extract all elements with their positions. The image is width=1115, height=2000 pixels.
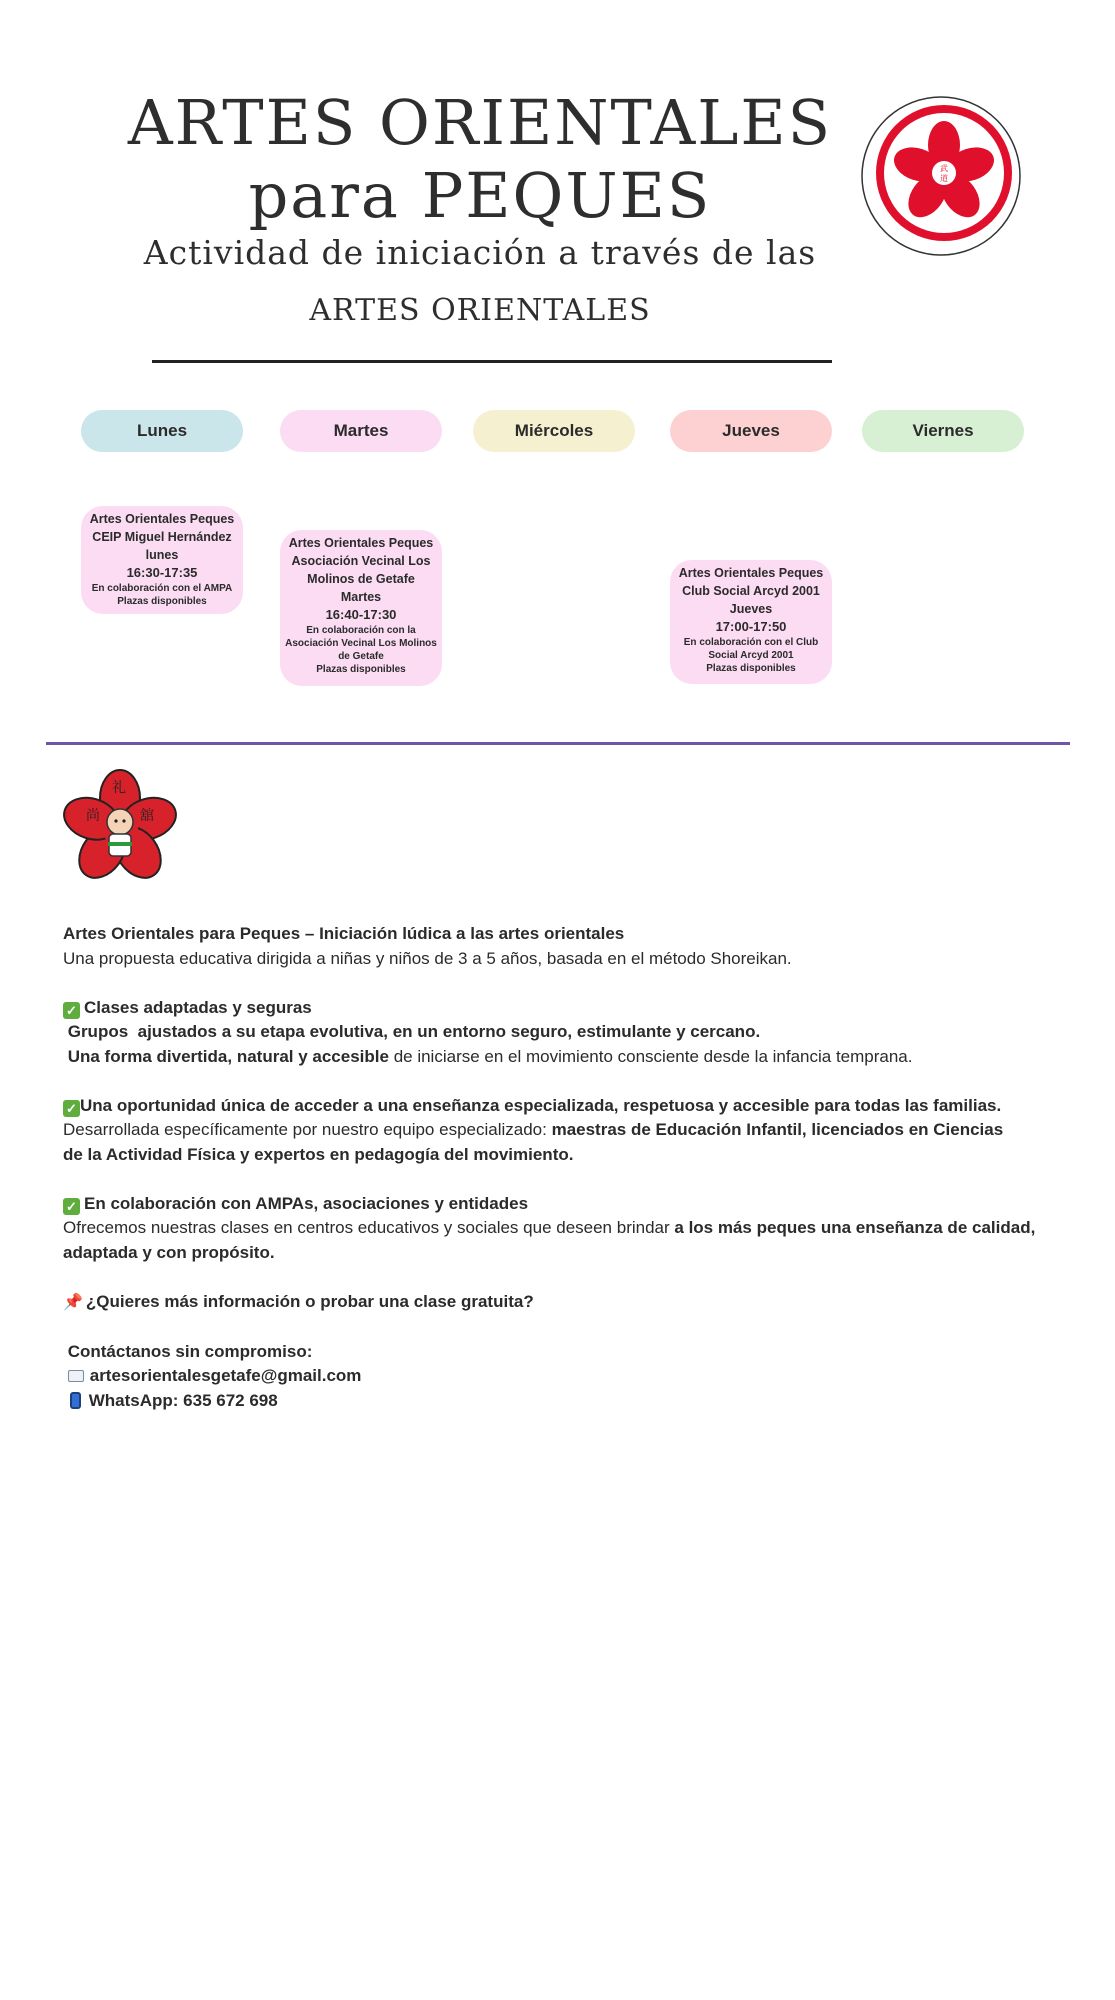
svg-text:道: 道 [940,174,948,183]
card-line: Club Social Arcyd 2001 [682,584,820,598]
section-2-heading [63,1094,1063,1119]
info-section [63,922,1063,1413]
day-lunes: Lunes [81,410,243,452]
whatsapp-number[interactable]: WhatsApp: 635 672 698 [88,1390,278,1410]
section-3-heading [63,1192,1063,1217]
svg-text:武: 武 [940,164,948,173]
karate-mascot-icon [60,768,180,886]
day-martes: Martes [280,410,442,452]
pushpin-icon: 📌 [63,1293,83,1311]
day-viernes: Viernes [862,410,1024,452]
card-note: Plazas disponibles [316,664,406,675]
card-note: En colaboración con la [306,625,416,636]
section-3-text-bold-1: a los más peques una enseñanza de calidad, [674,1218,1036,1237]
card-line: Martes [340,590,382,604]
card-note: Plazas disponibles [706,663,796,674]
class-card-martes [280,530,442,686]
email-link[interactable]: artesorientalesgetafe@gmail.com [89,1366,362,1385]
class-card-jueves [670,560,832,684]
section-divider [46,742,1070,745]
card-line: lunes [145,548,179,562]
check-icon: ✓ [63,1002,80,1019]
card-line: Jueves [729,602,773,616]
section-2-text-bold-2: de la Actividad Física y expertos en pedagogía del movimiento. [63,1144,574,1164]
section-1-line-1: Grupos ajustados a su etapa evolutiva, en un entorno seguro, estimulante y cercano. [63,1022,761,1041]
section-1-heading [63,996,1063,1021]
card-time: 17:00-17:50 [715,619,787,634]
section-1-line-2-rest: de iniciarse en el movimiento consciente desde la infancia temprana. [388,1046,913,1066]
cta-line [63,1290,1063,1316]
email-line [63,1364,1063,1389]
section-3-text [63,1216,1063,1241]
card-line: Artes Orientales Peques [89,512,235,526]
section-1-title: Clases adaptadas y seguras [84,997,312,1017]
section-3-title: En colaboración con AMPAs, asociaciones y entidades [84,1193,529,1213]
contact-title: Contáctanos sin compromiso: [63,1341,313,1361]
subtitle-line-1: Actividad de iniciación a través de las [143,233,817,272]
flower-emblem-icon [860,95,1022,257]
card-time: 16:40-17:30 [325,607,397,622]
whatsapp-line [63,1389,1063,1414]
section-3-text-bold-2: adaptada y con propósito. [63,1242,275,1262]
section-2-text-plain: Desarrollada específicamente por nuestro equipo especializado: [63,1120,552,1139]
card-line: Molinos de Getafe [307,572,415,586]
day-jueves: Jueves [670,410,832,452]
title-line-1: ARTES ORIENTALES [127,86,833,159]
card-note: Social Arcyd 2001 [708,650,794,661]
card-note: Plazas disponibles [117,596,207,607]
intro-title: Artes Orientales para Peques – Iniciación lúdica a las artes orientales [63,924,625,943]
intro-text: Una propuesta educativa dirigida a niñas y niños de 3 a 5 años, basada en el método Shoreikan. [63,948,792,968]
card-note: En colaboración con el Club [683,637,819,648]
day-miercoles: Miércoles [473,410,635,452]
card-note: de Getafe [338,651,384,662]
section-2-title: Una oportunidad única de acceder a una enseñanza especializada, respetuosa y accesible para todas las familias. [80,1095,1002,1115]
svg-text:舘: 舘 [140,808,154,824]
card-note: Asociación Vecinal Los Molinos [285,638,437,649]
card-line: CEIP Miguel Hernández [92,530,232,544]
check-icon: ✓ [63,1100,80,1117]
envelope-icon [68,1370,84,1382]
title-underline [152,360,832,363]
card-note: En colaboración con el AMPA [91,583,233,594]
subtitle-line-2: ARTES ORIENTALES [309,293,651,328]
svg-text:尚: 尚 [86,808,100,824]
section-1-line-2 [63,1045,1063,1070]
phone-icon [70,1392,81,1409]
card-time: 16:30-17:35 [126,565,198,580]
card-line: Asociación Vecinal Los [291,554,431,568]
svg-text:礼: 礼 [112,780,126,796]
section-2-text-bold-1: maestras de Educación Infantil, licenciados en Ciencias [551,1120,1004,1139]
class-card-lunes [81,506,243,614]
check-icon: ✓ [63,1198,80,1215]
card-line: Artes Orientales Peques [678,566,824,580]
section-3-text-plain: Ofrecemos nuestras clases en centros educativos y sociales que deseen brindar [63,1218,675,1237]
card-line: Artes Orientales Peques [288,536,434,550]
section-1-line-2-bold: Una forma divertida, natural y accesible [63,1046,389,1066]
cta-text: ¿Quieres más información o probar una clase gratuita? [85,1291,534,1311]
title-line-2: para PEQUES [248,159,712,232]
section-2-text [63,1118,1063,1143]
